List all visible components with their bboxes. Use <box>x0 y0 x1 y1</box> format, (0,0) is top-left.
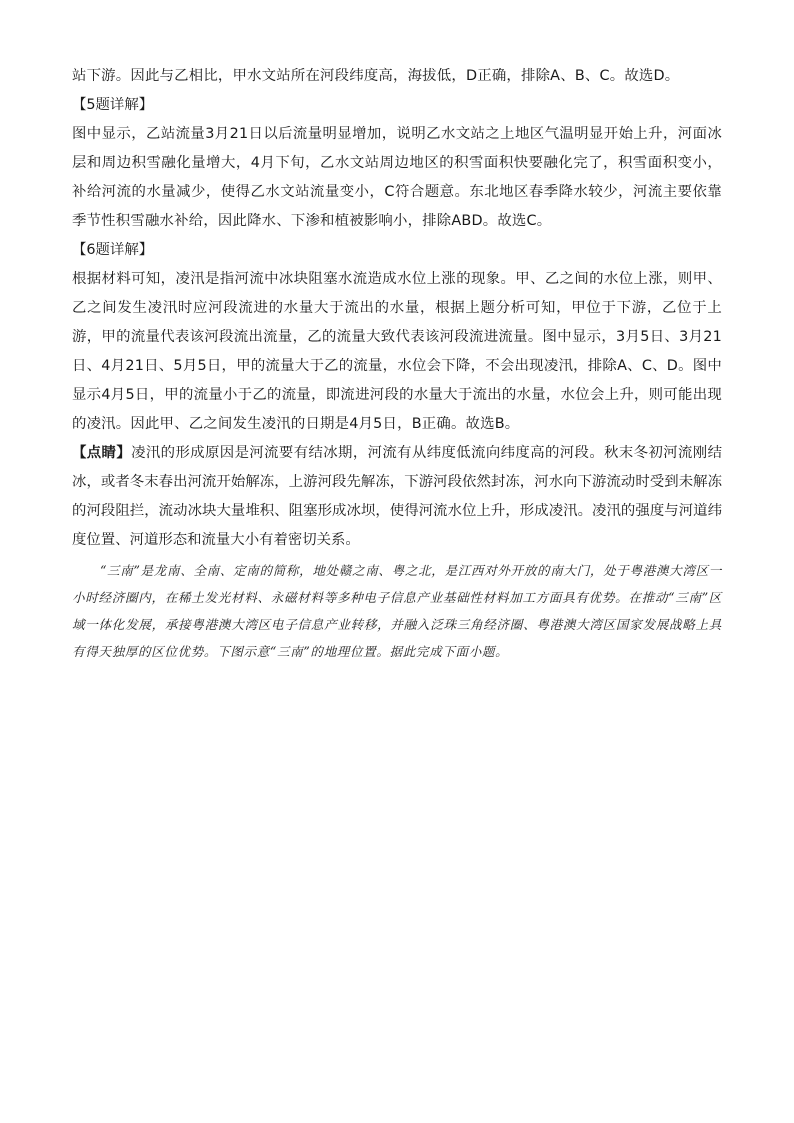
key-point-text: 凌汛的形成原因是河流要有结冰期，河流有从纬度低流向纬度高的河段。秋末冬初河流刚结冰，或者冬末春出河流开始解冻，上游河段先解冻，下游河段依然封冻，河水向下游流动时受到未解冻的河段阻拦，流动冰块大量堆积、阻塞形成冰坝，使得河流水位上升，形成凌汛。凌汛的强度与河道纬度位置、河道形态和流量大小有着密切关系。 <box>72 445 722 548</box>
key-point-note <box>72 439 722 555</box>
document-page <box>72 62 722 665</box>
answer-4-continuation: 站下游。因此与乙相比，甲水文站所在河段纬度高，海拔低，D正确，排除A、B、C。故选D。 <box>72 68 680 84</box>
key-point-tag: 【点睛】 <box>72 445 132 461</box>
question-5-explanation: 图中显示，乙站流量3月21日以后流量明显增加，说明乙水文站之上地区气温明显开始上升，河面冰层和周边积雪融化量增大，4月下旬，乙水文站周边地区的积雪面积快要融化完了，积雪面积变小，补给河流的水量减少，使得乙水文站流量变小，C符合题意。东北地区春季降水较少，河流主要依靠季节性积雪融水补给，因此降水、下渗和植被影响小，排除ABD。故选C。 <box>72 126 722 229</box>
question-5-heading: 【5题详解】 <box>72 97 154 113</box>
question-6-explanation: 根据材料可知，凌汛是指河流中冰块阻塞水流造成水位上涨的现象。甲、乙之间的水位上涨，则甲、乙之间发生凌汛时应河段流进的水量大于流出的水量，根据上题分析可知，甲位于下游，乙位于上游，甲的流量代表该河段流出流量，乙的流量大致代表该河段流进流量。图中显示，3月5日、3月21日、4月21日、5月5日，甲的流量大于乙的流量，水位会下降，不会出现凌汛，排除A、C、D。图中显示4月5日，甲的流量小于乙的流量，即流进河段的水量大于流出的水量，水位会上升，则可能出现的凌汛。因此甲、乙之间发生凌汛的日期是4月5日，B正确。故选B。 <box>72 271 722 432</box>
reading-material: “三南”是龙南、全南、定南的简称，地处赣之南、粤之北，是江西对外开放的南大门，处于粤港澳大湾区一小时经济圈内，在稀土发光材料、永磁材料等多种电子信息产业基础性材料加工方面具有优势。在推动“三南”区域一体化发展，承接粤港澳大湾区电子信息产业转移，并融入泛珠三角经济圈、粤港澳大湾区国家发展战略上具有得天独厚的区位优势。下图示意“三南”的地理位置。据此完成下面小题。 <box>72 563 722 659</box>
question-6-heading: 【6题详解】 <box>72 242 154 258</box>
